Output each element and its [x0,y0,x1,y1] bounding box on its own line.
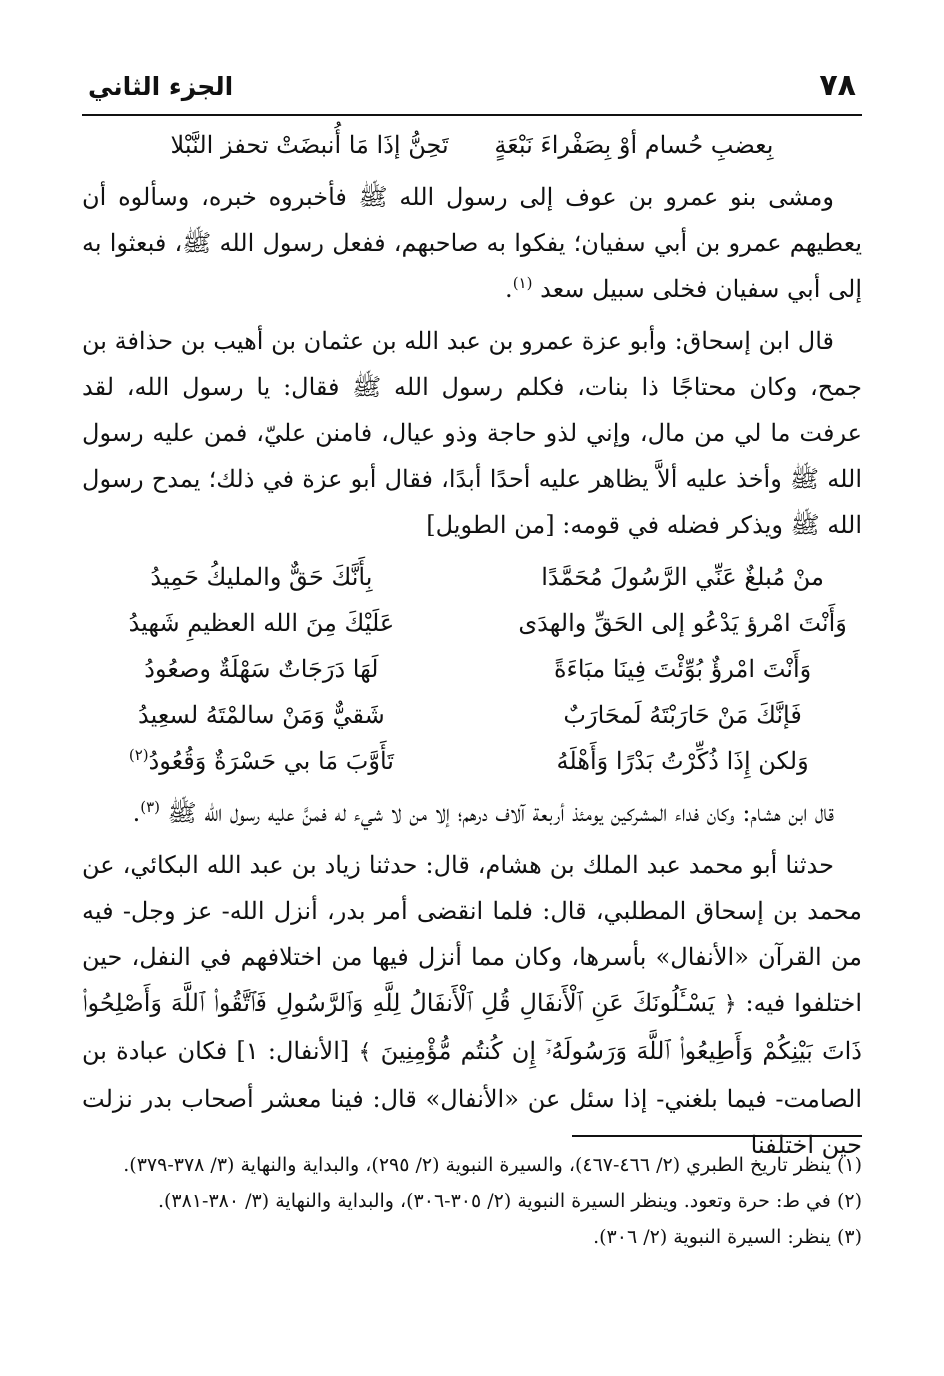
poem [82,554,862,784]
poem-hemistich-second: لَهَا دَرَجَاتٌ سَهْلَةٌ وصعُودُ [144,655,379,683]
paragraph-2: قال ابن إسحاق: وأبو عزة عمرو بن عبد الله بن عثمان بن أهيب بن حذافة بن جمح، وكان محتاجًا ذا بنات، فكلم رسول الله ﷺ فقال: يا رسول الله، لقد عرفت ما لي من مال، وإني لذو حاجة وذو عيال، فامنن عليّ، فمن عليه رسول الله ﷺ وأخذ عليه ألاَّ يظاهر عليه أحدًا أبدًا، فقال أبو عزة في ذلك؛ يمدح رسول الله ﷺ ويذكر فضله في قومه: [من الطويل] [82,327,862,539]
poem-line [82,554,862,600]
poem-hemistich-second: شَقيٌّ وَمَنْ سالمْتَهُ لسعِيدُ [138,701,385,729]
poem-line [82,692,862,738]
footnote-ref-2[interactable]: (٢) [128,746,149,764]
quran-bracket-close: ﴾ [358,1040,372,1065]
footnote-item: (١) ينظر تاريخ الطبري (٢/ ٤٦٦-٤٦٧)، والسيرة النبوية (٢/ ٢٩٥)، والبداية والنهاية (٣/ ٣٧٨-٣٧٩). [123,1154,862,1176]
footnote-item: (٣) ينظر: السيرة النبوية (٢/ ٣٠٦). [593,1226,862,1248]
poem-line [82,738,862,784]
footnote-item: (٢) في ط: حرة وتعود. وينظر السيرة النبوية (٢/ ٣٠٥-٣٠٦)، والبداية والنهاية (٣/ ٣٨٠-٣٨١). [157,1190,862,1212]
paragraph-3: قال ابن هشام: وكان فداء المشركين يومئذ أربعة آلاف درهم؛ إلا من لا شيء له فمنَّ عليه رسول الله ﷺ $^{(٣)}$. [132,798,834,827]
poem-hemistich-first: منْ مُبلغٌ عَنِّي الرَّسُولَ مُحَمَّدًا [541,563,824,591]
poem-hemistich-first: وَأَنْتَ امْرؤٌ بُوِّئْتَ فِينَا مبَاءَةً [553,655,812,683]
quran-verse: يَسْـَٔلُونَكَ عَنِ ٱلْأَنفَالِ قُلِ ٱلْأَنفَالُ لِلَّهِ وَٱلرَّسُولِ فَٱتَّقُوا۟ ٱللَّهَ وَأَصْلِحُوا۟ ذَاتَ بَيْنِكُمْ وَأَطِيعُوا۟ ٱللَّهَ وَرَسُولَهُۥٓ إِن كُنتُم مُّؤْمِنِينَ [82,989,862,1065]
poem-hemistich-first: وَأَنْتَ امْرؤ يَدْعُو إلى الحَقِّ والهدَى [518,609,847,637]
page-number: ٧٨ [819,68,856,103]
running-title: الجزء الثاني [88,72,234,101]
poem-hemistich-second: تَأَوَّبَ مَا بي حَسْرَةٌ وَقُعُودُ$^{(٢)}$ [128,746,394,775]
footnotes [82,1150,862,1258]
poem-meter: [من الطويل] [426,511,555,539]
poem-hemistich-first: وَلكن إِذَا ذُكِّرْتُ بَدْرًا وَأَهْلَهُ [556,747,809,775]
paragraph-4: حدثنا أبو محمد عبد الملك بن هشام، قال: حدثنا زياد بن عبد الله البكائي، عن محمد بن إسحاق المطلبي، قال: فلما انقضى أمر بدر، أنزل الله- عز وجل- فيه من القرآن «الأنفال» بأسرها، وكان مما أنزل فيها من اختلافهم في النفل، حين اختلفوا فيه: ﴿ يَسْـَٔلُونَكَ عَنِ ٱلْأَنفَالِ قُلِ ٱلْأَنفَالُ لِلَّهِ وَٱلرَّسُولِ فَٱتَّقُوا۟ ٱللَّهَ وَأَصْلِحُوا۟ ذَاتَ بَيْنِكُمْ وَأَطِيعُوا۟ ٱللَّهَ وَرَسُولَهُۥٓ إِن كُنتُم مُّؤْمِنِينَ ﴾ [الأنفال: ١] فكان عبادة بن الصامت- فيما بلغني- إذا سئل عن «الأنفال» قال: فينا معشر أصحاب بدر نزلت حين اختلفنا [82,851,862,1159]
main-text [82,122,862,1174]
poem-hemistich-first: فَإنَّكَ مَنْ حَارَبْتَهُ لَمحَارَبٌ [563,701,802,729]
verse-line: بِعضبِ حُسام أوْ بِصَفْراءَ نَبْعَةٍ تَحِنُّ إذَا مَا أُنبضَتْ تحفز النَّبْلا [170,131,774,159]
page-header [82,68,862,116]
poem-hemistich-second: بِأَنَّكَ حَقٌّ والمليكُ حَمِيدُ [150,563,373,591]
poem-line [82,646,862,692]
poem-hemistich-second: عَلَيْكَ مِنَ الله العظيمِ شَهيدُ [128,609,395,637]
footnote-ref-1[interactable]: (١) [512,274,533,292]
poem-line [82,600,862,646]
footnote-ref-3[interactable]: (٣) [140,798,160,816]
quran-bracket-open: ﴿ [723,992,737,1017]
footnote-divider [572,1135,862,1137]
paragraph-1: ومشى بنو عمرو بن عوف إلى رسول الله ﷺ فأخبروه خبره، وسألوه أن يعطيهم عمرو بن أبي سفيان؛ يفكوا به صاحبهم، ففعل رسول الله ﷺ، فبعثوا به إلى أبي سفيان فخلى سبيل سعد $^{(١)}$. [82,183,862,303]
